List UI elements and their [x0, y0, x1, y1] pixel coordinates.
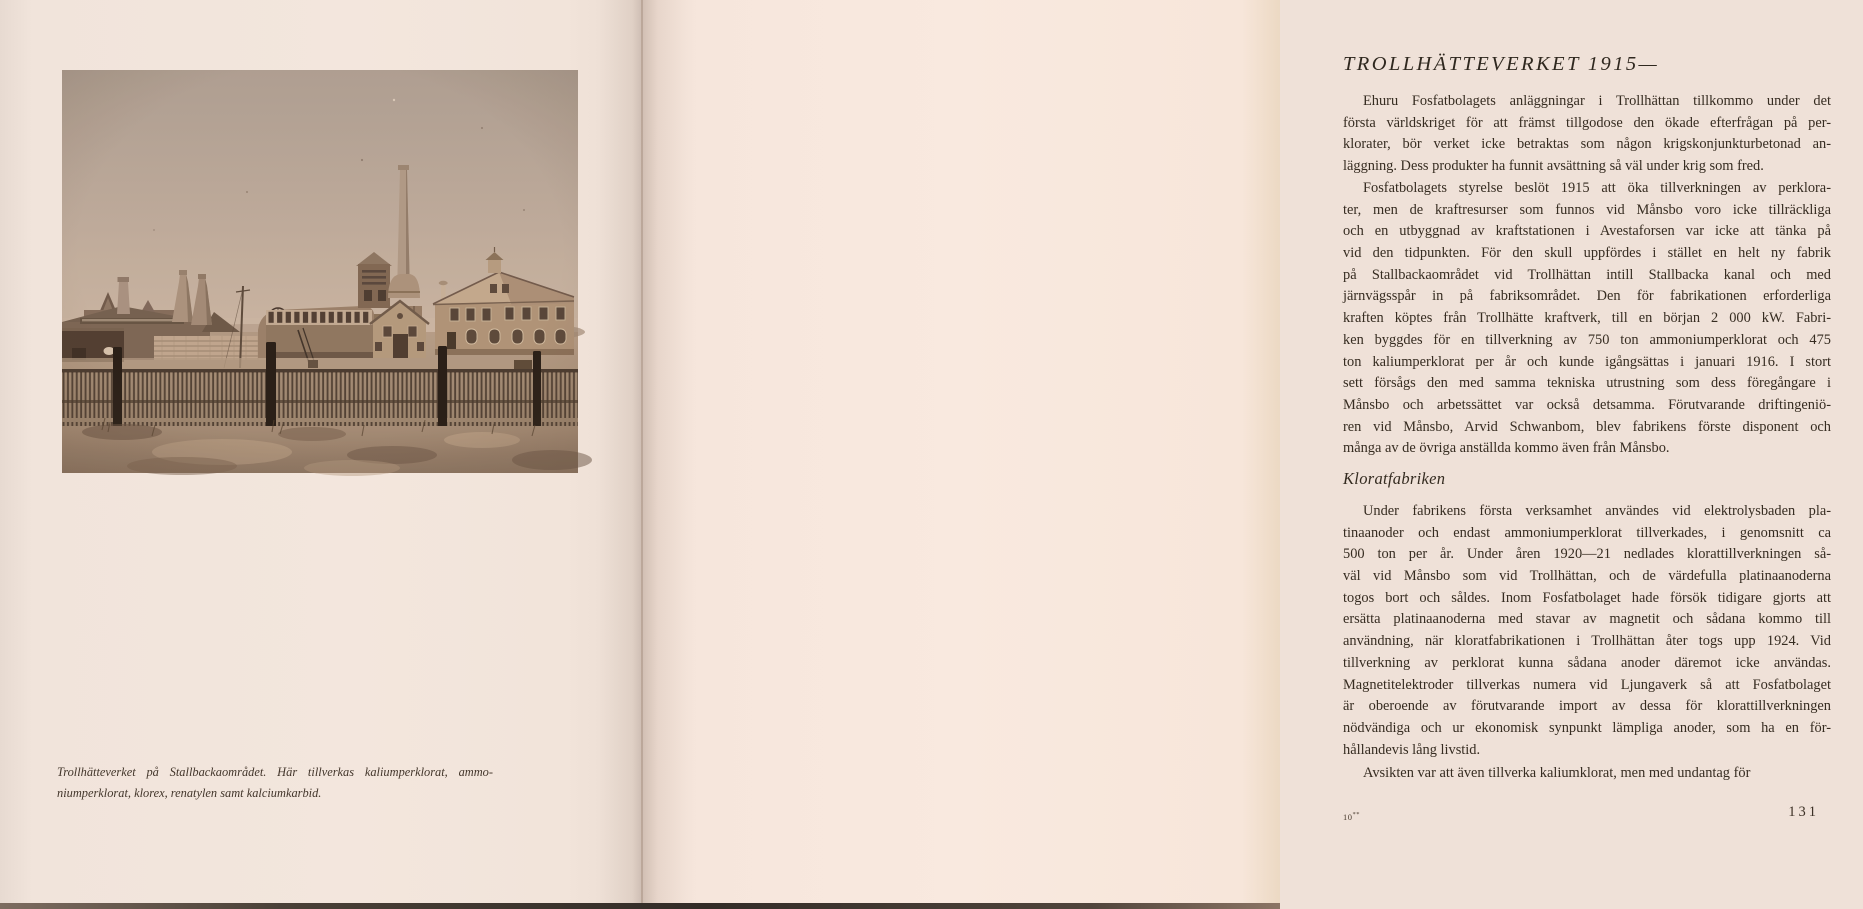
text-line: nödvändiga och ur ekonomisk synpunkt lämpliga anoder, som ha en för- — [1343, 719, 1831, 736]
text-line: niumperklorat, klorex, renatylen samt kalciumkarbid. — [57, 785, 322, 800]
paragraph-3 — [1343, 501, 1831, 761]
text-line: sett försågs den med samma tekniska utrustning som dess föregångare i — [1343, 375, 1831, 392]
section-subheading: Kloratfabriken — [1343, 469, 1446, 488]
text-line: Avsikten var att även tillverka kaliumklorat, men med undantag för — [1363, 765, 1751, 781]
text-line: första världskriget för att främst tillgodose den ökade efterfrågan på per- — [1343, 114, 1831, 131]
text-line: Magnetitelektroder tillverkas numera vid Ljungaverk så att Fosfatbolaget — [1343, 676, 1831, 693]
text-line: 500 ton per år. Under åren 1920—21 nedlades klorattillverkningen så- — [1343, 546, 1831, 563]
photo-caption — [57, 762, 493, 803]
left-page — [0, 0, 641, 909]
text-line: ken byggdes för en tillverkning av 750 ton ammoniumperklorat och 475 — [1343, 331, 1831, 348]
text-line: Månsbo och arbetssättet var också detsamma. Förutvarande driftingeniö- — [1343, 396, 1831, 413]
page-footer — [1343, 804, 1831, 822]
text-line: ter, men de kraftresurser som funnos vid Månsbo voro icke tillräckliga — [1343, 201, 1831, 218]
text-line: togos bort och såldes. Inom Fosfatbolaget hade försök tidigare gjorts att — [1343, 589, 1831, 606]
text-line: klorater, bör verket icke betraktas som någon krigskonjunkturbetonad an- — [1343, 136, 1831, 153]
page-number: 131 — [1788, 804, 1819, 820]
factory-photo-illustration — [62, 70, 578, 473]
paragraph-1 — [1343, 91, 1831, 178]
text-line: järnvägsspår in på fabriksområdet. Den för fabrikationen erforderliga — [1343, 288, 1831, 305]
text-line: läggning. Dess produkter ha funnit avsättning så väl under krig som fred. — [1343, 158, 1764, 175]
text-line: användning, när kloratfabrikationen i Trollhättan åter togs upp 1924. Vid — [1343, 633, 1831, 650]
text-line: på Stallbackaområdet vid Trollhättan intill Stallbacka kanal och med — [1343, 266, 1831, 283]
text-line: Under fabrikens första verksamhet användes vid elektrolysbaden pla- — [1363, 503, 1831, 519]
text-line: vid den tidpunkten. För den skull uppfördes i stället en helt ny fabrik — [1343, 245, 1831, 262]
text-line: Fosfatbolagets styrelse beslöt 1915 att öka tillverkningen av perklora- — [1363, 180, 1831, 196]
chapter-title: TROLLHÄTTEVERKET 1915— — [1343, 53, 1660, 75]
signature-mark: 10** — [1343, 811, 1360, 822]
text-line: ren vid Månsbo, Arvid Schwanbom, blev fabrikens förste disponent och — [1343, 418, 1831, 435]
text-line: kraften köptes från Trollhätte kraftverk, till en början 2 000 kW. Fabri- — [1343, 310, 1831, 327]
text-line: väl vid Månsbo som vid Trollhättan, och de värdefulla platinaanoderna — [1343, 568, 1831, 585]
text-line: och en utbyggnad av kraftstationen i Avestaforsen var icke att tänka på — [1343, 223, 1831, 240]
factory-photo — [62, 70, 578, 473]
text-line: tinaanoder och endast ammoniumperklorat tillverkades, i genomsnitt ca — [1343, 524, 1831, 541]
paragraph-2 — [1343, 178, 1831, 460]
text-line: Trollhätteverket på Stallbackaområdet. Här tillverkas kaliumperklorat, ammo- — [57, 765, 493, 779]
text-line: är oberoende av förutvarande import av dessa för klorattillverkningen — [1343, 698, 1831, 715]
book-bottom-edge — [0, 903, 1280, 909]
text-line: Ehuru Fosfatbolagets anläggningar i Trollhättan tillkommo under det — [1363, 93, 1831, 109]
right-page — [641, 0, 1831, 909]
text-line: många av de övriga anställda kommo även från Månsbo. — [1343, 440, 1670, 457]
text-line: ton kaliumperklorat per år och kunde igångsättas i januari 1916. I stort — [1343, 353, 1831, 370]
text-line: hållandevis lång livstid. — [1343, 741, 1481, 758]
text-line: ersätta platinaanoderna med stavar av magnetit och sådana kommo till — [1343, 611, 1831, 628]
text-line: tillverkning av perklorat kunna sådana anoder däremot icke användas. — [1343, 654, 1831, 671]
paragraph-4 — [1343, 763, 1831, 785]
